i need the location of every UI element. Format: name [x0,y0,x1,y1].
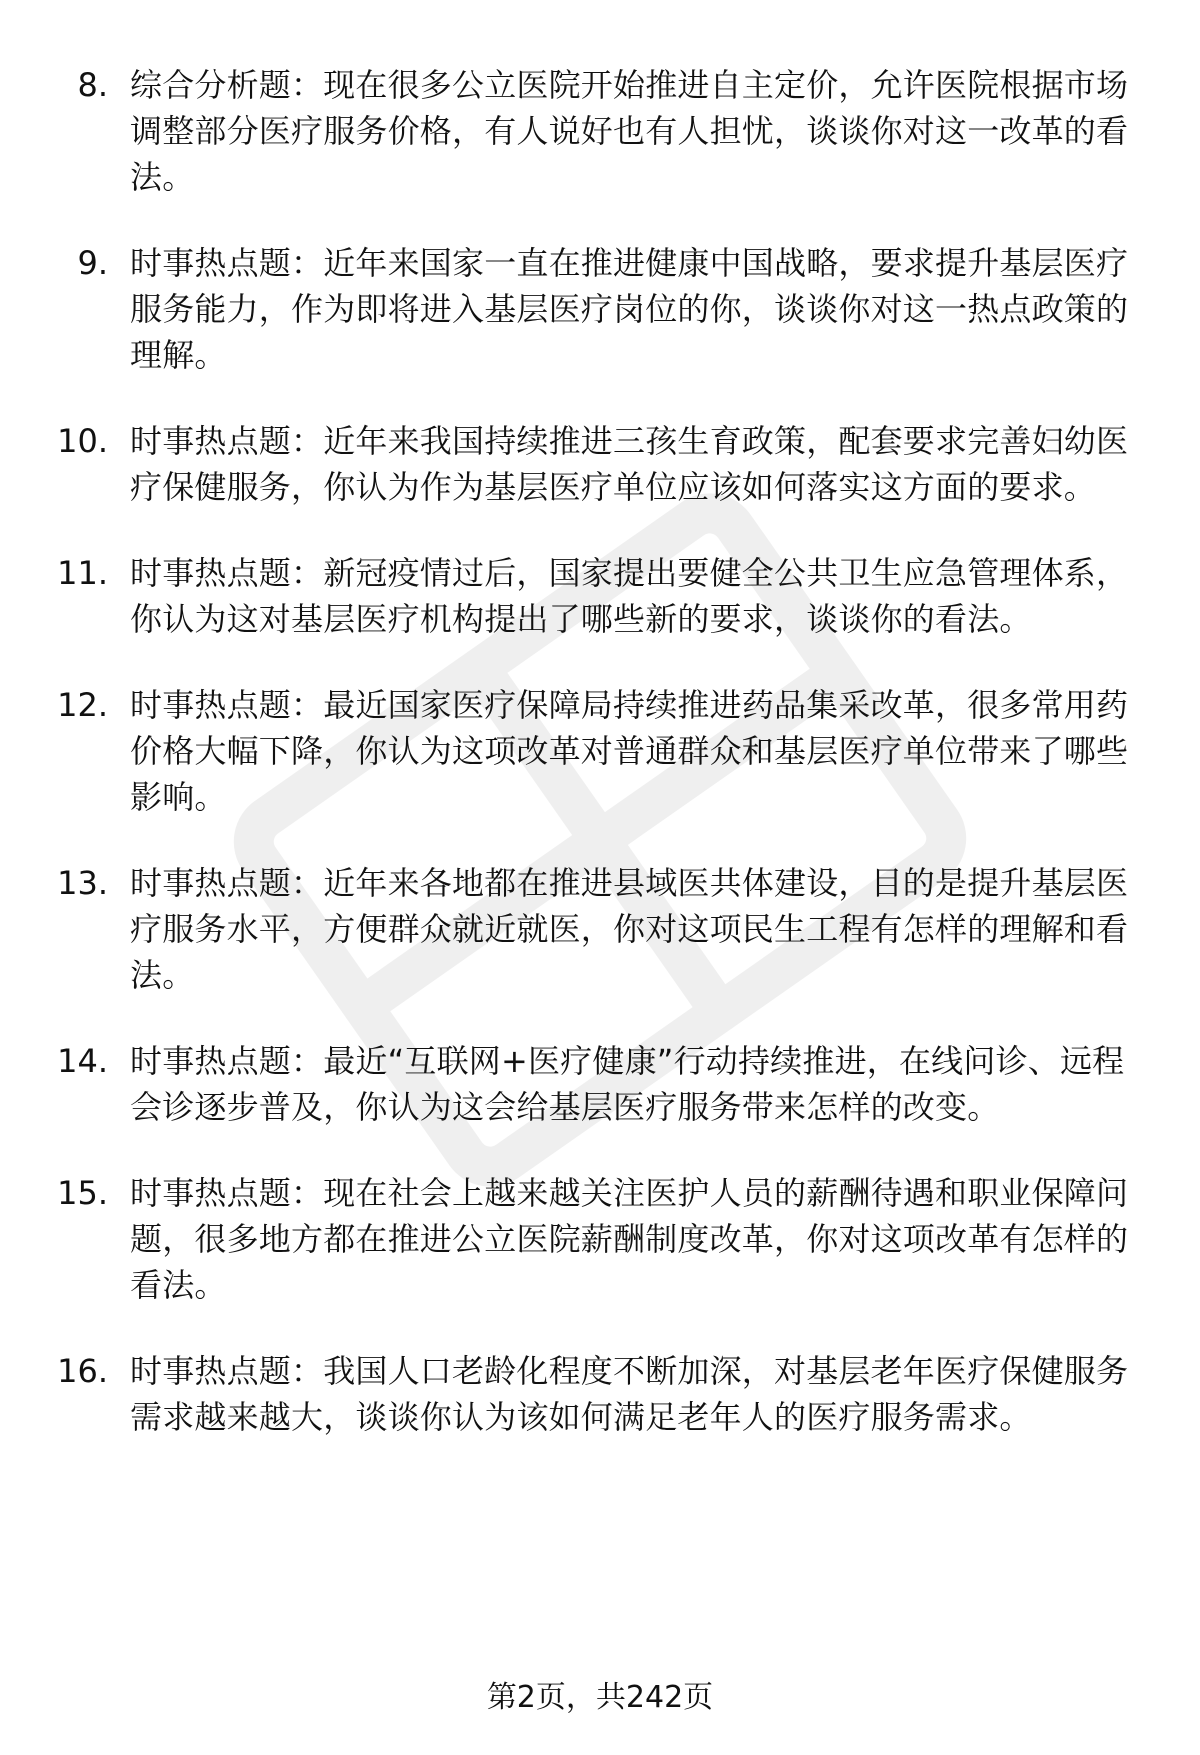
list-item [0,1348,1200,1440]
question-number: 13. [57,864,108,902]
question-number: 10. [57,422,108,460]
list-item [0,418,1200,510]
page-footer: 第2页，共242页 [486,1680,714,1715]
question-text: 时事热点题：新冠疫情过后，国家提出要健全公共卫生应急管理体系，你认为这对基层医疗机构提出了哪些新的要求，谈谈你的看法。 [130,554,1129,638]
question-number: 8. [77,66,108,104]
list-item [0,1038,1200,1130]
list-item [0,240,1200,378]
list-item [0,62,1200,200]
list-item [0,1170,1200,1308]
question-number: 12. [57,686,108,724]
question-text: 时事热点题：我国人口老龄化程度不断加深，对基层老年医疗保健服务需求越来越大，谈谈你认为该如何满足老年人的医疗服务需求。 [130,1352,1129,1436]
question-number: 9. [77,244,108,282]
question-text: 时事热点题：近年来各地都在推进县域医共体建设，目的是提升基层医疗服务水平，方便群众就近就医，你对这项民生工程有怎样的理解和看法。 [130,864,1129,994]
question-text: 时事热点题：最近国家医疗保障局持续推进药品集采改革，很多常用药价格大幅下降，你认为这项改革对普通群众和基层医疗单位带来了哪些影响。 [130,686,1129,816]
list-item [0,682,1200,820]
question-text: 时事热点题：近年来我国持续推进三孩生育政策，配套要求完善妇幼医疗保健服务，你认为作为基层医疗单位应该如何落实这方面的要求。 [130,422,1129,506]
question-text: 时事热点题：近年来国家一直在推进健康中国战略，要求提升基层医疗服务能力，作为即将进入基层医疗岗位的你，谈谈你对这一热点政策的理解。 [130,244,1129,374]
question-number: 15. [57,1174,108,1212]
question-text: 综合分析题：现在很多公立医院开始推进自主定价，允许医院根据市场调整部分医疗服务价格，有人说好也有人担忧，谈谈你对这一改革的看法。 [130,66,1129,196]
question-number: 14. [57,1042,108,1080]
question-list [0,62,1200,1480]
question-number: 16. [57,1352,108,1390]
list-item [0,860,1200,998]
question-number: 11. [57,554,108,592]
question-text: 时事热点题：现在社会上越来越关注医护人员的薪酬待遇和职业保障问题，很多地方都在推进公立医院薪酬制度改革，你对这项改革有怎样的看法。 [130,1174,1129,1304]
list-item [0,550,1200,642]
question-text: 时事热点题：最近“互联网+医疗健康”行动持续推进，在线问诊、远程会诊逐步普及，你认为这会给基层医疗服务带来怎样的改变。 [130,1042,1125,1126]
